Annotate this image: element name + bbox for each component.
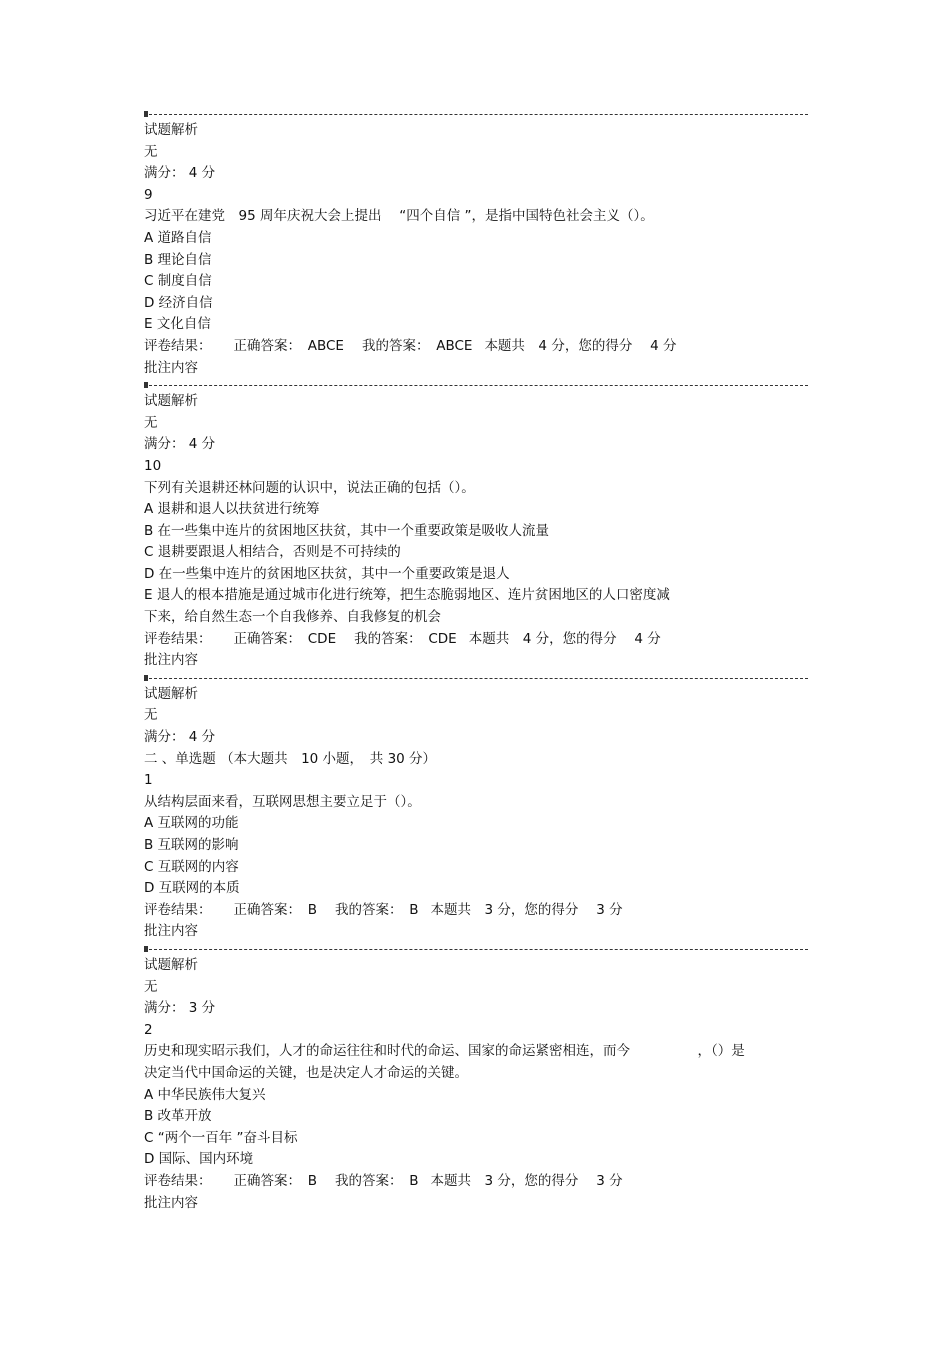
option-a: A 退耕和退人以扶贫进行统筹	[144, 501, 320, 518]
question-number: 9	[144, 186, 153, 203]
result-label: 评卷结果：	[144, 901, 212, 918]
question-text: 下列有关退耕还林问题的认识中，说法正确的包括（）。	[144, 479, 475, 496]
document-page	[144, 108, 808, 1214]
my-answer: 我的答案： B	[335, 1172, 419, 1189]
my-answer: 我的答案： CDE	[354, 630, 457, 647]
option-c: C 互联网的内容	[144, 858, 239, 875]
correct-answer: 正确答案： CDE	[233, 630, 337, 647]
analysis-heading: 试题解析	[144, 956, 198, 973]
option-c: C “两个一百年 ”奋斗目标	[144, 1129, 298, 1146]
analysis-text: 无	[144, 707, 158, 724]
option-e: E 退人的根本措施是通过城市化进行统筹，把生态脆弱地区、连片贫困地区的人口密度减	[144, 587, 670, 604]
option-d: D 在一些集中连片的贫困地区扶贫，其中一个重要政策是退人	[144, 565, 510, 582]
score-summary: 本题共 4 分，您的得分 4 分	[484, 337, 677, 354]
correct-answer: 正确答案： B	[233, 1172, 318, 1189]
grading-result	[144, 900, 808, 922]
option-a: A 中华民族伟大复兴	[144, 1086, 266, 1103]
annotation-label: 批注内容	[144, 359, 198, 376]
annotation-label: 批注内容	[144, 923, 198, 940]
analysis-heading: 试题解析	[144, 393, 198, 410]
option-e: E 文化自信	[144, 316, 211, 333]
question-number: 1	[144, 772, 153, 789]
question-text: 决定当代中国命运的关键，也是决定人才命运的关键。	[144, 1064, 468, 1081]
correct-answer: 正确答案： B	[233, 901, 318, 918]
analysis-text: 无	[144, 143, 158, 160]
question-number: 2	[144, 1021, 153, 1038]
option-a: A 道路自信	[144, 229, 212, 246]
result-label: 评卷结果：	[144, 1172, 212, 1189]
dashed-separator	[144, 943, 808, 955]
dashed-separator	[144, 379, 808, 391]
analysis-heading: 试题解析	[144, 122, 198, 138]
option-d: D 国际、国内环境	[144, 1151, 254, 1168]
option-c: C 退耕要跟退人相结合，否则是不可持续的	[144, 544, 401, 561]
question-text: 历史和现实昭示我们，人才的命运往往和时代的命运、国家的命运紧密相连，而今 ，（）是	[144, 1043, 745, 1060]
option-d: D 互联网的本质	[144, 880, 240, 897]
option-b: B 改革开放	[144, 1108, 212, 1125]
analysis-heading: 试题解析	[144, 685, 198, 702]
analysis-text: 无	[144, 978, 158, 995]
dashed-separator	[144, 108, 808, 120]
grading-result	[144, 1171, 808, 1193]
annotation-label: 批注内容	[144, 1194, 198, 1211]
full-score: 满分： 3 分	[144, 1000, 216, 1017]
option-a: A 互联网的功能	[144, 815, 239, 832]
result-label: 评卷结果：	[144, 630, 212, 647]
dashed-separator	[144, 672, 808, 684]
option-c: C 制度自信	[144, 273, 212, 290]
option-b: B 互联网的影响	[144, 837, 239, 853]
my-answer: 我的答案： B	[335, 901, 419, 918]
option-d: D 经济自信	[144, 294, 213, 311]
grading-result	[144, 336, 808, 358]
my-answer: 我的答案： ABCE	[361, 337, 473, 354]
full-score: 满分： 4 分	[144, 436, 216, 453]
result-label: 评卷结果：	[144, 337, 212, 354]
question-number: 10	[144, 457, 162, 474]
full-score: 满分： 4 分	[144, 729, 216, 746]
annotation-label: 批注内容	[144, 652, 198, 669]
grading-result	[144, 629, 808, 651]
question-text: 下来，给自然生态一个自我修养、自我修复的机会	[144, 609, 441, 626]
correct-answer: 正确答案： ABCE	[233, 337, 344, 354]
analysis-text: 无	[144, 414, 158, 431]
section-heading: 二 、单选题 （本大题共 10 小题， 共 30 分）	[144, 750, 437, 767]
option-b: B 在一些集中连片的贫困地区扶贫，其中一个重要政策是吸收人流量	[144, 522, 550, 539]
full-score: 满分： 4 分	[144, 165, 216, 182]
score-summary: 本题共 3 分，您的得分 3 分	[430, 901, 623, 918]
question-text: 习近平在建党 95 周年庆祝大会上提出 “四个自信 ”，是指中国特色社会主义（）。	[144, 208, 654, 225]
score-summary: 本题共 4 分，您的得分 4 分	[468, 630, 661, 647]
question-text: 从结构层面来看，互联网思想主要立足于（）。	[144, 793, 421, 810]
score-summary: 本题共 3 分，您的得分 3 分	[430, 1172, 623, 1189]
option-b: B 理论自信	[144, 251, 212, 268]
